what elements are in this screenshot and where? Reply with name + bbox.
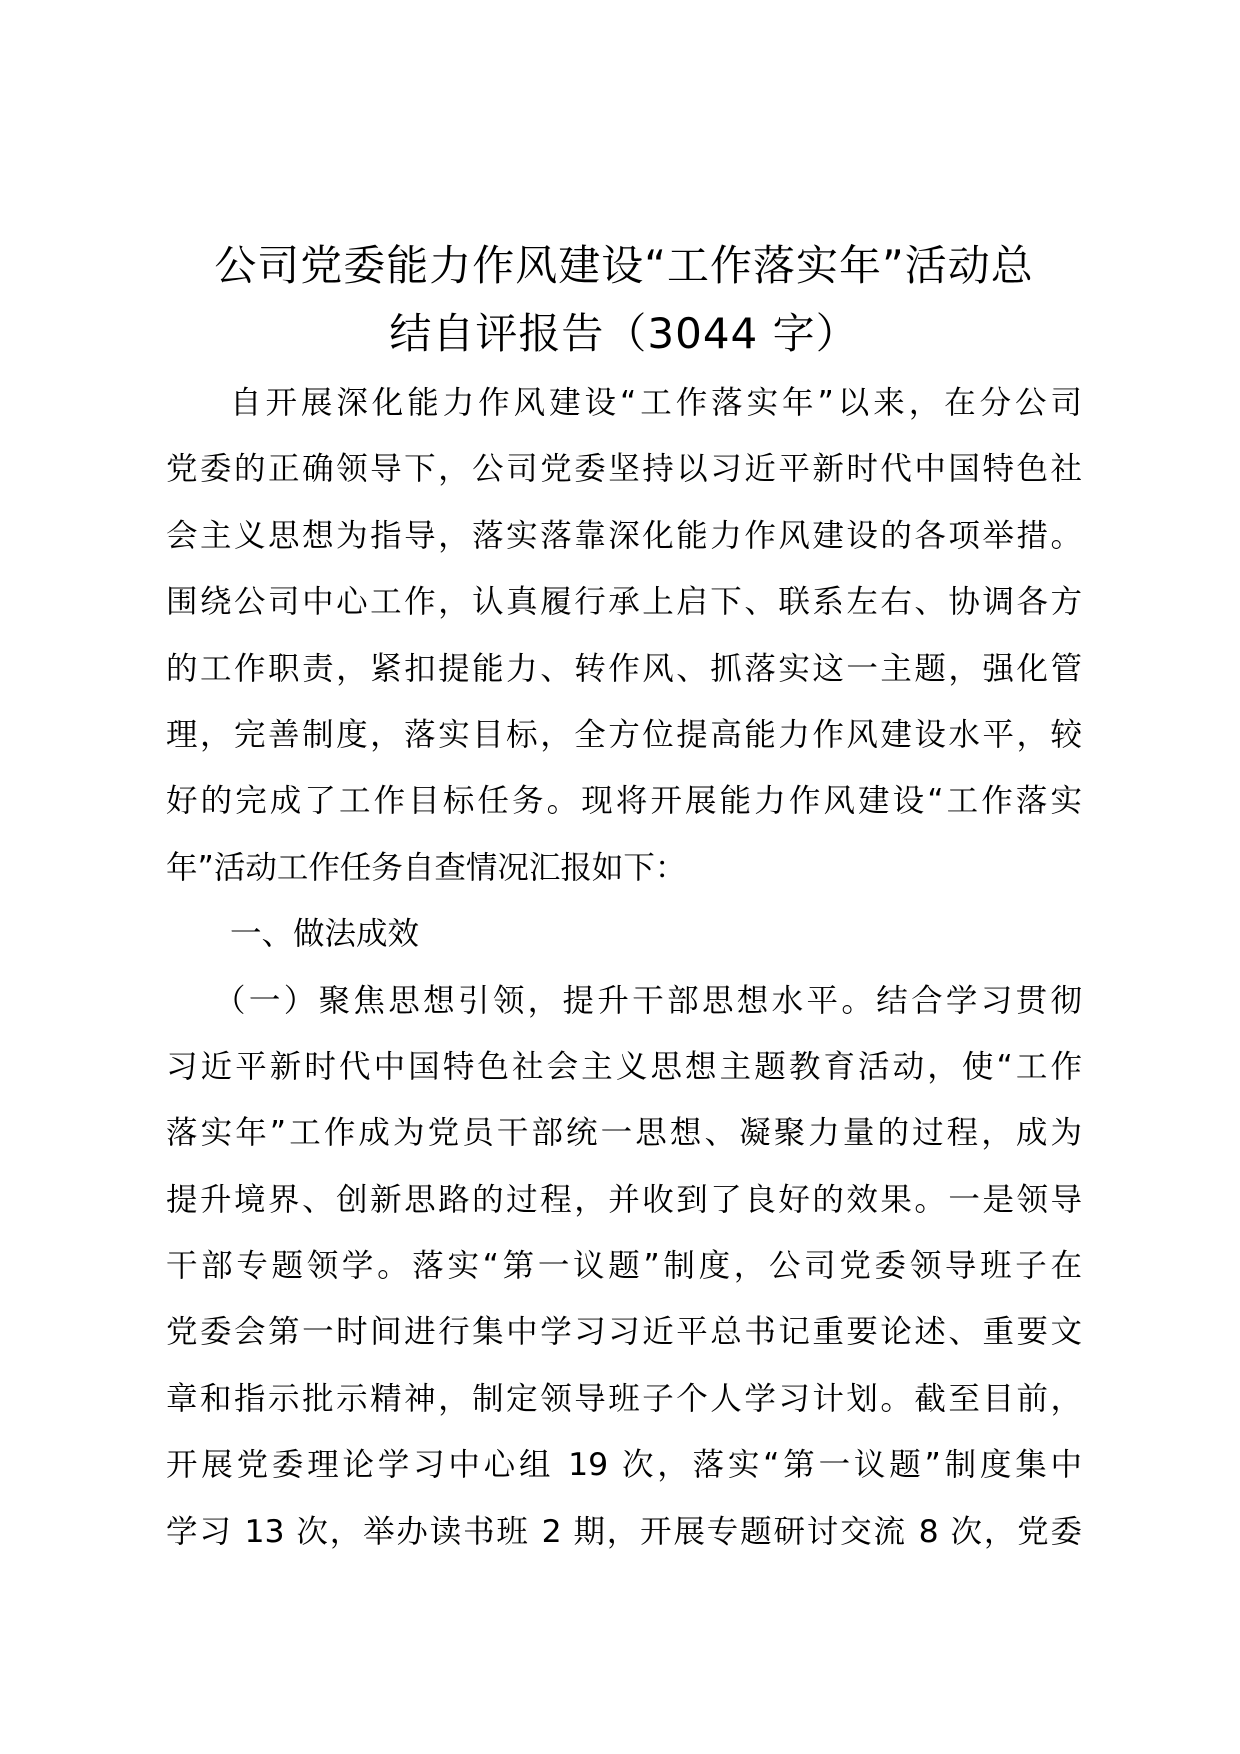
paragraph-2-line-3: 落实年”工作成为党员干部统一思想、凝聚力量的过程，成为 xyxy=(166,1115,1082,1152)
document-title-line-2: 结自评报告（3044 字） xyxy=(389,309,859,358)
paragraph-1-line-7: 好的完成了工作目标任务。现将开展能力作风建设“工作落实 xyxy=(166,783,1082,820)
paragraph-1-line-4: 围绕公司中心工作，认真履行承上启下、联系左右、协调各方 xyxy=(166,584,1082,621)
paragraph-2-line-4: 提升境界、创新思路的过程，并收到了良好的效果。一是领导 xyxy=(166,1181,1082,1218)
section-heading-1: 一、做法成效 xyxy=(230,916,420,953)
paragraph-2-line-2: 习近平新时代中国特色社会主义思想主题教育活动，使“工作 xyxy=(166,1048,1082,1085)
paragraph-2-line-9: 学习 13 次，举办读书班 2 期，开展专题研讨交流 8 次，党委 xyxy=(166,1513,1082,1550)
paragraph-1-line-3: 会主义思想为指导，落实落靠深化能力作风建设的各项举措。 xyxy=(166,517,1082,554)
paragraph-2-line-5: 干部专题领学。落实“第一议题”制度，公司党委领导班子在 xyxy=(166,1248,1082,1285)
document-title-line-1: 公司党委能力作风建设“工作落实年”活动总 xyxy=(214,241,1034,290)
paragraph-2-line-7: 章和指示批示精神，制定领导班子个人学习计划。截至目前， xyxy=(166,1380,1082,1417)
paragraph-1-line-6: 理，完善制度，落实目标，全方位提高能力作风建设水平，较 xyxy=(166,716,1082,753)
paragraph-1-line-1: 自开展深化能力作风建设“工作落实年”以来，在分公司 xyxy=(230,385,1082,421)
paragraph-2-line-1: （一）聚焦思想引领，提升干部思想水平。结合学习贯彻 xyxy=(214,982,1082,1019)
document-content xyxy=(166,232,1082,1565)
document-body xyxy=(166,370,1082,1565)
paragraph-1-line-8: 年”活动工作任务自查情况汇报如下： xyxy=(166,849,687,886)
paragraph-1-line-2: 党委的正确领导下，公司党委坚持以习近平新时代中国特色社 xyxy=(166,451,1082,488)
paragraph-2-line-8: 开展党委理论学习中心组 19 次，落实“第一议题”制度集中 xyxy=(166,1447,1082,1484)
paragraph-2-line-6: 党委会第一时间进行集中学习习近平总书记重要论述、重要文 xyxy=(166,1314,1082,1351)
paragraph-1-line-5: 的工作职责，紧扣提能力、转作风、抓落实这一主题，强化管 xyxy=(166,650,1082,687)
